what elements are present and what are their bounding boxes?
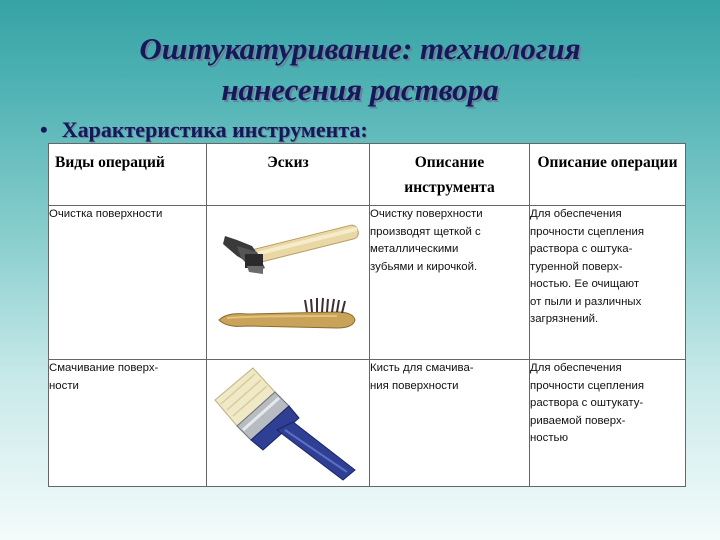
tools-table bbox=[48, 143, 686, 487]
operation-name: Очистка поверхности bbox=[49, 208, 163, 220]
cell-sketch bbox=[207, 360, 370, 487]
title-line-1: Оштукатуривание: технология bbox=[139, 31, 581, 66]
text-line: загрязнений. bbox=[530, 313, 599, 325]
text-line: раствора с оштука- bbox=[530, 243, 633, 255]
bullet-icon: • bbox=[40, 117, 48, 142]
cell-operation bbox=[49, 360, 207, 487]
header-tool-description: Описание инструмента bbox=[370, 144, 530, 206]
text-line: ностью. Ее очищают bbox=[530, 278, 640, 290]
text-line: Для обеспечения bbox=[530, 362, 622, 374]
text-line: раствора с оштукату- bbox=[530, 397, 644, 409]
text-line: Смачивание поверх- bbox=[49, 362, 159, 374]
wire-brush-icon bbox=[207, 296, 369, 356]
text-line: прочности сцепления bbox=[530, 225, 644, 238]
text-line: производят щеткой с bbox=[370, 225, 481, 238]
header-operation-description: Описание операции bbox=[530, 144, 686, 206]
header-sketch: Эскиз bbox=[207, 144, 370, 206]
text-line: туренной поверх- bbox=[530, 260, 623, 273]
table-header-row bbox=[49, 144, 686, 206]
text-line: Кисть для смачива- bbox=[370, 362, 474, 374]
title-line-2: нанесения раствора bbox=[221, 72, 499, 107]
text-line: металлическими bbox=[370, 243, 459, 255]
text-line: зубьями и кирочкой. bbox=[370, 260, 478, 273]
bullet-text: Характеристика инструмента: bbox=[61, 117, 368, 142]
header-operation-types: Виды операций bbox=[49, 144, 207, 206]
text-line: ностью bbox=[530, 432, 569, 444]
text-line: прочности сцепления bbox=[530, 379, 644, 392]
bullet-item bbox=[40, 115, 368, 145]
text-line: ности bbox=[49, 379, 79, 392]
cell-operation-description bbox=[530, 206, 686, 360]
text-line: Для обеспечения bbox=[530, 208, 622, 220]
cell-operation-description bbox=[530, 360, 686, 487]
cell-tool-description bbox=[370, 206, 530, 360]
slide-title bbox=[0, 28, 720, 110]
text-line: ния поверхности bbox=[370, 379, 459, 392]
text-line: риваемой поверх- bbox=[530, 414, 626, 427]
sketch-image bbox=[207, 360, 369, 486]
text-line: Очистку поверхности bbox=[370, 208, 483, 220]
table-row bbox=[49, 206, 686, 360]
cell-sketch bbox=[207, 206, 370, 360]
text-line: от пыли и различных bbox=[530, 295, 642, 308]
table-row bbox=[49, 360, 686, 487]
cell-operation bbox=[49, 206, 207, 360]
cell-tool-description bbox=[370, 360, 530, 487]
sketch-image bbox=[207, 206, 369, 359]
paint-brush-icon bbox=[207, 360, 369, 486]
